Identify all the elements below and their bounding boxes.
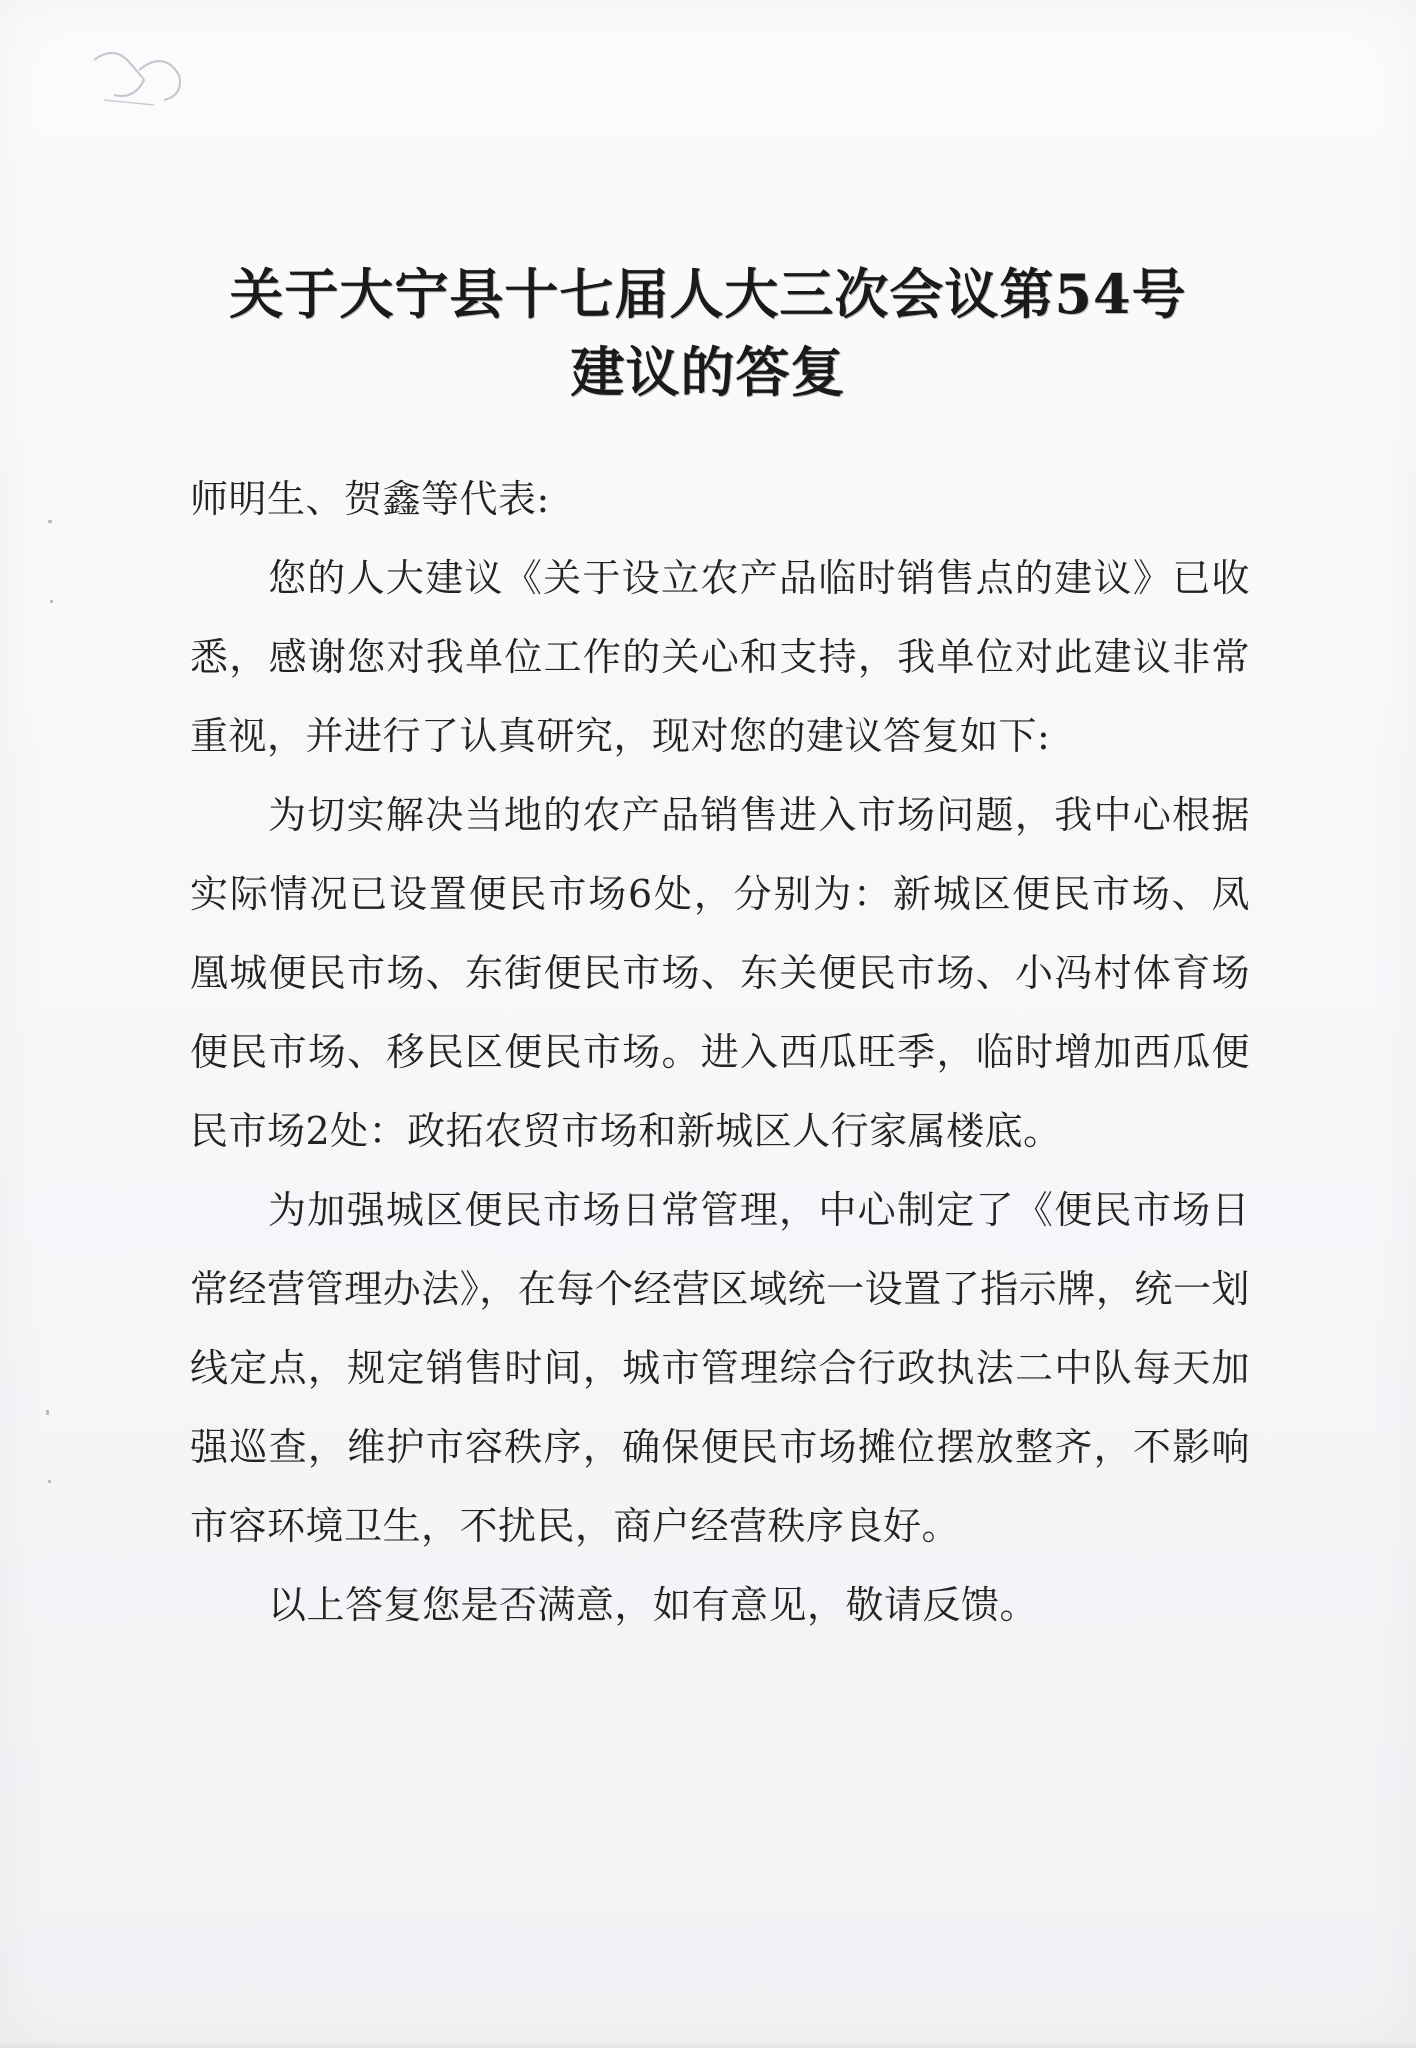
- document-body: [190, 460, 1250, 1645]
- document-title-line1: 关于大宁县十七届人大三次会议第54号: [229, 262, 1187, 326]
- margin-speck: [50, 600, 53, 603]
- margin-speck: [48, 1480, 51, 1483]
- document-title-line2: 建议的答复: [570, 340, 846, 404]
- paragraph-management: 为加强城区便民市场日常管理，中心制定了《便民市场日常经营管理办法》，在每个经营区域统一设置了指示牌，统一划线定点，规定销售时间，城市管理综合行政执法二中队每天加强巡查，维护市容秩序，确保便民市场摊位摆放整齐，不影响市容环境卫生，不扰民，商户经营秩序良好。: [190, 1188, 1250, 1548]
- paragraph-closing: 以上答复您是否满意，如有意见，敬请反馈。: [268, 1583, 1039, 1627]
- page-bottom-edge: [0, 2042, 1416, 2048]
- margin-speck: [48, 520, 52, 523]
- margin-speck: [46, 1410, 49, 1415]
- salutation: 师明生、贺鑫等代表:: [190, 477, 550, 521]
- paragraph-acknowledgement: 您的人大建议《关于设立农产品临时销售点的建议》已收悉，感谢您对我单位工作的关心和支持，我单位对此建议非常重视，并进行了认真研究，现对您的建议答复如下:: [190, 556, 1250, 758]
- paragraph-markets: 为切实解决当地的农产品销售进入市场问题，我中心根据实际情况已设置便民市场6处，分别为：新城区便民市场、凤凰城便民市场、东街便民市场、东关便民市场、小冯村体育场便民市场、移民区便民市场。进入西瓜旺季，临时增加西瓜便民市场2处：政拓农贸市场和新城区人行家属楼底。: [190, 793, 1250, 1153]
- handwritten-mark: [84, 40, 204, 120]
